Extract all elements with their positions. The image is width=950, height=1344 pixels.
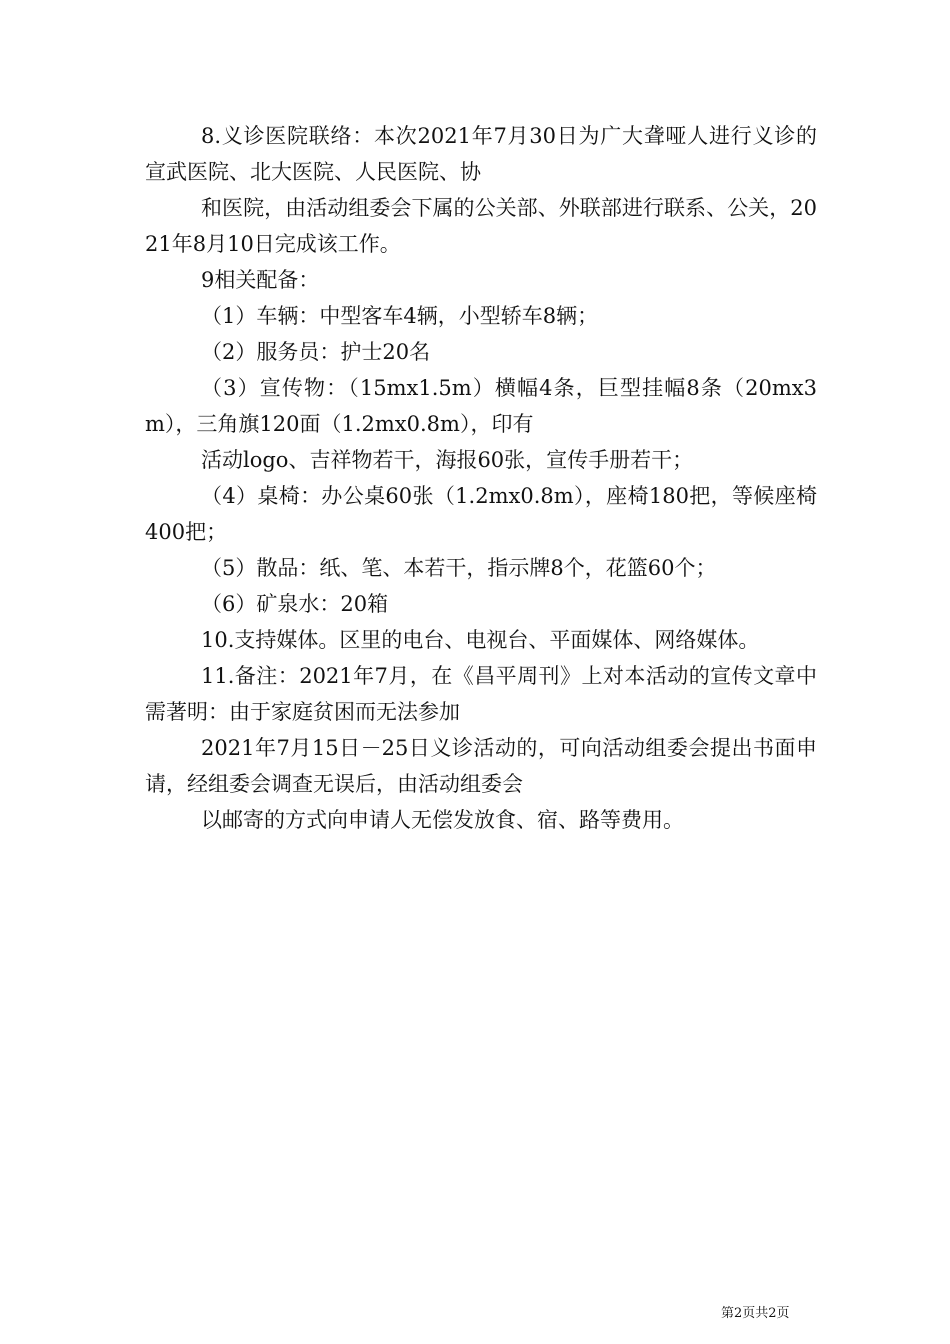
paragraph-hospital-liaison: 8.义诊医院联络：本次2021年7月30日为广大聋哑人进行义诊的宣武医院、北大医院、人民医院、协 <box>145 124 817 184</box>
document-body <box>145 118 817 838</box>
paragraph-furniture: （4）桌椅：办公桌60张（1.2mx0.8m），座椅180把，等候座椅400把； <box>145 484 817 544</box>
paragraph-notes-continued: 2021年7月15日－25日义诊活动的，可向活动组委会提出书面申请，经组委会调查无误后，由活动组委会 <box>145 736 817 796</box>
paragraph-media: 10.支持媒体。区里的电台、电视台、平面媒体、网络媒体。 <box>201 628 760 652</box>
paragraph-promo-materials: （3）宣传物：（15mx1.5m）横幅4条，巨型挂幅8条（20mx3m），三角旗120面（1.2mx0.8m），印有 <box>145 376 817 436</box>
paragraph-promo-materials-continued: 活动logo、吉祥物若干，海报60张，宣传手册若干； <box>201 448 694 472</box>
paragraph-notes-final: 以邮寄的方式向申请人无偿发放食、宿、路等费用。 <box>201 808 684 832</box>
paragraph-hospital-liaison-continued: 和医院，由活动组委会下属的公关部、外联部进行联系、公关，2021年8月10日完成该工作。 <box>145 196 817 256</box>
paragraph-staff: （2）服务员：护士20名 <box>201 340 431 364</box>
paragraph-vehicles: （1）车辆：中型客车4辆，小型轿车8辆； <box>201 304 599 328</box>
paragraph-equipment-heading: 9相关配备： <box>201 268 320 292</box>
paragraph-water: （6）矿泉水：20箱 <box>201 592 389 616</box>
page-number-footer: 第2页共2页 <box>721 1306 790 1321</box>
paragraph-supplies: （5）散品：纸、笔、本若干，指示牌8个，花篮60个； <box>201 556 717 580</box>
paragraph-notes: 11.备注：2021年7月，在《昌平周刊》上对本活动的宣传文章中需著明：由于家庭贫困而无法参加 <box>145 664 817 724</box>
